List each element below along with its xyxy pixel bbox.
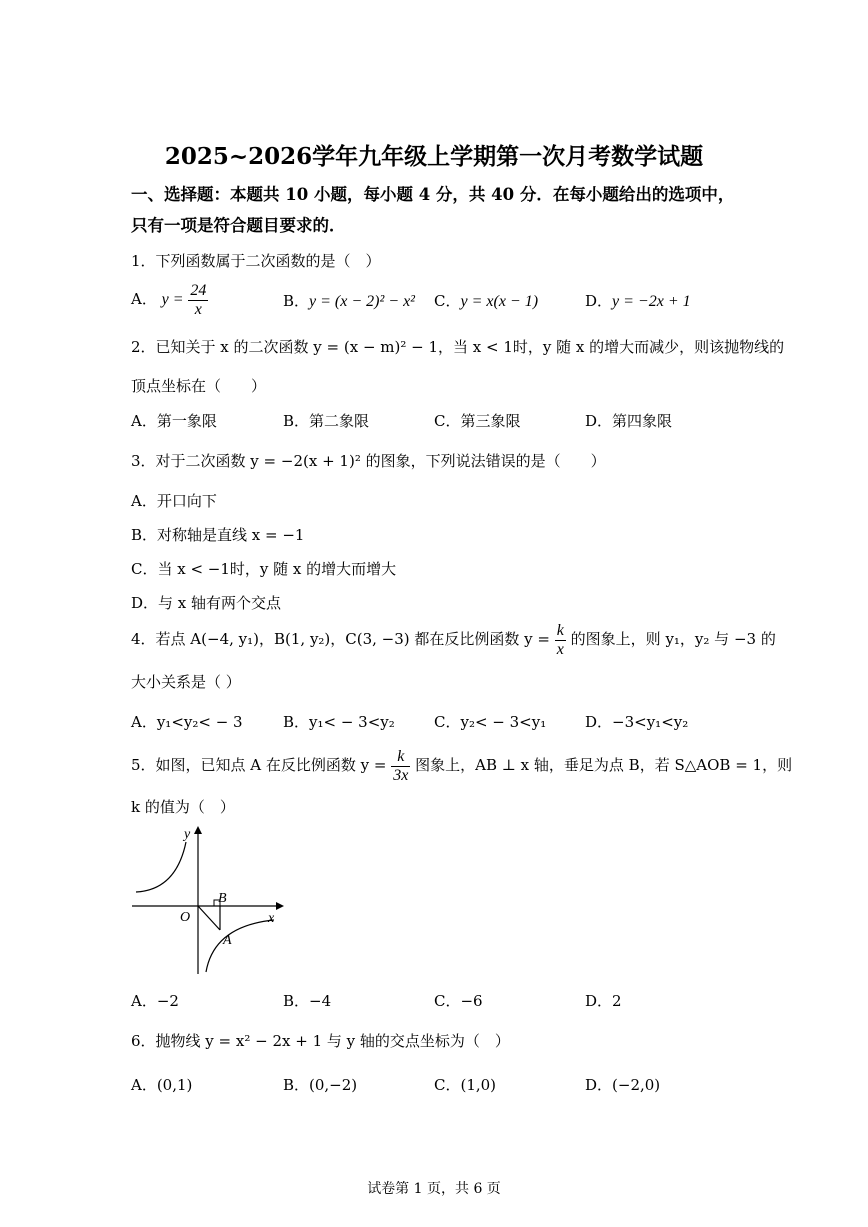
section-heading-line1: 一、选择题：本题共 10 小题，每小题 4 分，共 40 分．在每小题给出的选项中， [131,185,735,204]
label-y: y [184,827,191,842]
q2-option-a: A．第一象限 [131,412,217,430]
q4-line1: 4．若点 A(−4, y₁)，B(1, y₂)，C(3, −3) 都在反比例函数 y = $\frac{k}{x}$ 的图象上，则 y₁，y₂ 与 −3 的 [131,622,776,658]
q6-option-a: A．(0,1) [131,1076,193,1094]
segment-oa [198,906,220,930]
q3-option-d: D．与 x 轴有两个交点 [131,594,282,612]
q5-option-c: C．−6 [434,992,483,1010]
q5-line1: 5．如图，已知点 A 在反比例函数 y = $\frac{k}{3x}$ 图象上，AB ⊥ x 轴，垂足为点 B，若 S△AOB = 1，则 [131,748,793,784]
y-axis-arrow [194,826,202,834]
q6-option-d: D．(−2,0) [585,1076,661,1094]
q5-option-b: B．−4 [283,992,332,1010]
q5-line2: k 的值为（ ） [131,798,235,816]
q2-option-d: D．第四象限 [585,412,673,430]
page-footer: 试卷第 1 页，共 6 页 [367,1181,501,1197]
hyperbola-branch-2nd-quadrant [136,842,186,892]
q2-line2: 顶点坐标在（ ） [131,377,267,395]
q4-option-d: D．−3<y₁<y₂ [585,713,689,731]
q5-option-a: A．−2 [131,992,179,1010]
q3-option-b: B．对称轴是直线 x = −1 [131,526,305,544]
x-axis-arrow [276,902,284,910]
q3-option-a: A．开口向下 [131,492,217,510]
q5-option-d: D．2 [585,992,622,1010]
section-heading-line2: 只有一项是符合题目要求的． [131,216,346,235]
q1-option-c: C．y = x(x − 1) [434,292,539,310]
q6-stem: 6．抛物线 y = x² − 2x + 1 与 y 轴的交点坐标为（ ） [131,1032,510,1050]
q2-option-c: C．第三象限 [434,412,521,430]
label-b: B [218,891,227,906]
q1-option-d: D．y = −2x + 1 [585,292,691,310]
page-title: 2025~2026学年九年级上学期第一次月考数学试题 [164,143,704,170]
q1-option-b: B．y = (x − 2)² − x² [283,292,415,310]
q4-option-a: A．y₁<y₂< − 3 [131,713,243,731]
q4-option-c: C．y₂< − 3<y₁ [434,713,547,731]
q4-line2: 大小关系是（ ） [131,673,241,691]
q6-option-c: C．(1,0) [434,1076,497,1094]
label-x: x [268,911,275,926]
label-a: A [223,933,232,948]
q3-option-c: C．当 x < −1时，y 随 x 的增大而增大 [131,560,397,578]
q4-option-b: B．y₁< − 3<y₂ [283,713,395,731]
q5-figure [128,826,288,978]
q1-stem: 1．下列函数属于二次函数的是（ ） [131,252,381,270]
q2-line1: 2．已知关于 x 的二次函数 y = (x − m)² − 1，当 x < 1时，y 随 x 的增大而减少，则该抛物线的 [131,338,785,356]
q2-option-b: B．第二象限 [283,412,370,430]
q1-option-a: A． y = $\frac{24}{x}$ [131,282,207,318]
q3-stem: 3．对于二次函数 y = −2(x + 1)² 的图象，下列说法错误的是（ ） [131,452,606,470]
label-o: O [180,910,191,925]
q6-option-b: B．(0,−2) [283,1076,358,1094]
hyperbola-branch-4th-quadrant [206,920,274,972]
